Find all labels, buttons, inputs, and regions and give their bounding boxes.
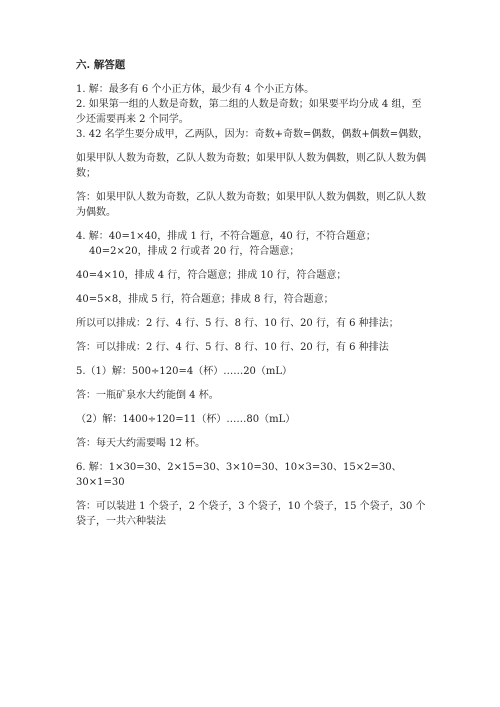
answer-5-part-1: 5.（1）解：500÷120=4（杯）……20（mL） (76, 366, 293, 377)
answer-document (76, 58, 428, 529)
answer-3-conclusion: 答：如果甲队人数为奇数，乙队人数为奇数；如果甲队人数为偶数，则乙队人数为偶数。 (76, 192, 426, 218)
answer-4-line-2: 40=2×20，排成 2 行或者 20 行，符合题意； (89, 246, 300, 257)
answer-6-line: 6. 解：1×30=30、2×15=30、3×10=30、10×3=30、15×2=30、30×1=30 (76, 462, 402, 488)
answer-2-line: 2. 如果第一组的人数是奇数，第二组的人数是奇数；如果要平均分成 4 组，至少还需要再来 2 个同学。 (76, 99, 422, 125)
answer-5-part-1-conclusion: 答：一瓶矿泉水大约能倒 4 杯。 (76, 390, 219, 401)
answer-4-line-4: 40=5×8，排成 5 行，符合题意；排成 8 行，符合题意； (76, 294, 334, 305)
answer-3-line: 3. 42 名学生要分成甲，乙两队，因为：奇数+奇数=偶数，偶数+偶数=偶数， (76, 129, 429, 140)
answer-5-part-2: （2）解：1400÷120=11（杯）……80（mL） (76, 414, 296, 425)
answer-4-summary: 所以可以排成：2 行、4 行、5 行、8 行、10 行、20 行，有 6 种排法； (76, 318, 399, 329)
answer-4-conclusion: 答：可以排成：2 行、4 行、5 行、8 行、10 行、20 行，有 6 种排法 (76, 342, 389, 353)
answer-6-conclusion: 答：可以装进 1 个袋子，2 个袋子，3 个袋子，10 个袋子，15 个袋子，30 个袋子，一共六种装法 (76, 501, 426, 527)
answer-3-case-line: 如果甲队人数为奇数，乙队人数为奇数；如果甲队人数为偶数，则乙队人数为偶数； (76, 153, 426, 179)
section-title: 六. 解答题 (76, 59, 126, 71)
answer-1-line: 1. 解：最多有 6 个小正方体，最少有 4 个小正方体。 (76, 84, 315, 95)
answer-4-line-1: 4. 解：40=1×40，排成 1 行，不符合题意，40 行，不符合题意； (76, 231, 376, 242)
answer-5-part-2-conclusion: 答：每天大约需要喝 12 杯。 (76, 438, 206, 449)
answer-4-line-3: 40=4×10，排成 4 行，符合题意；排成 10 行，符合题意； (76, 270, 347, 281)
